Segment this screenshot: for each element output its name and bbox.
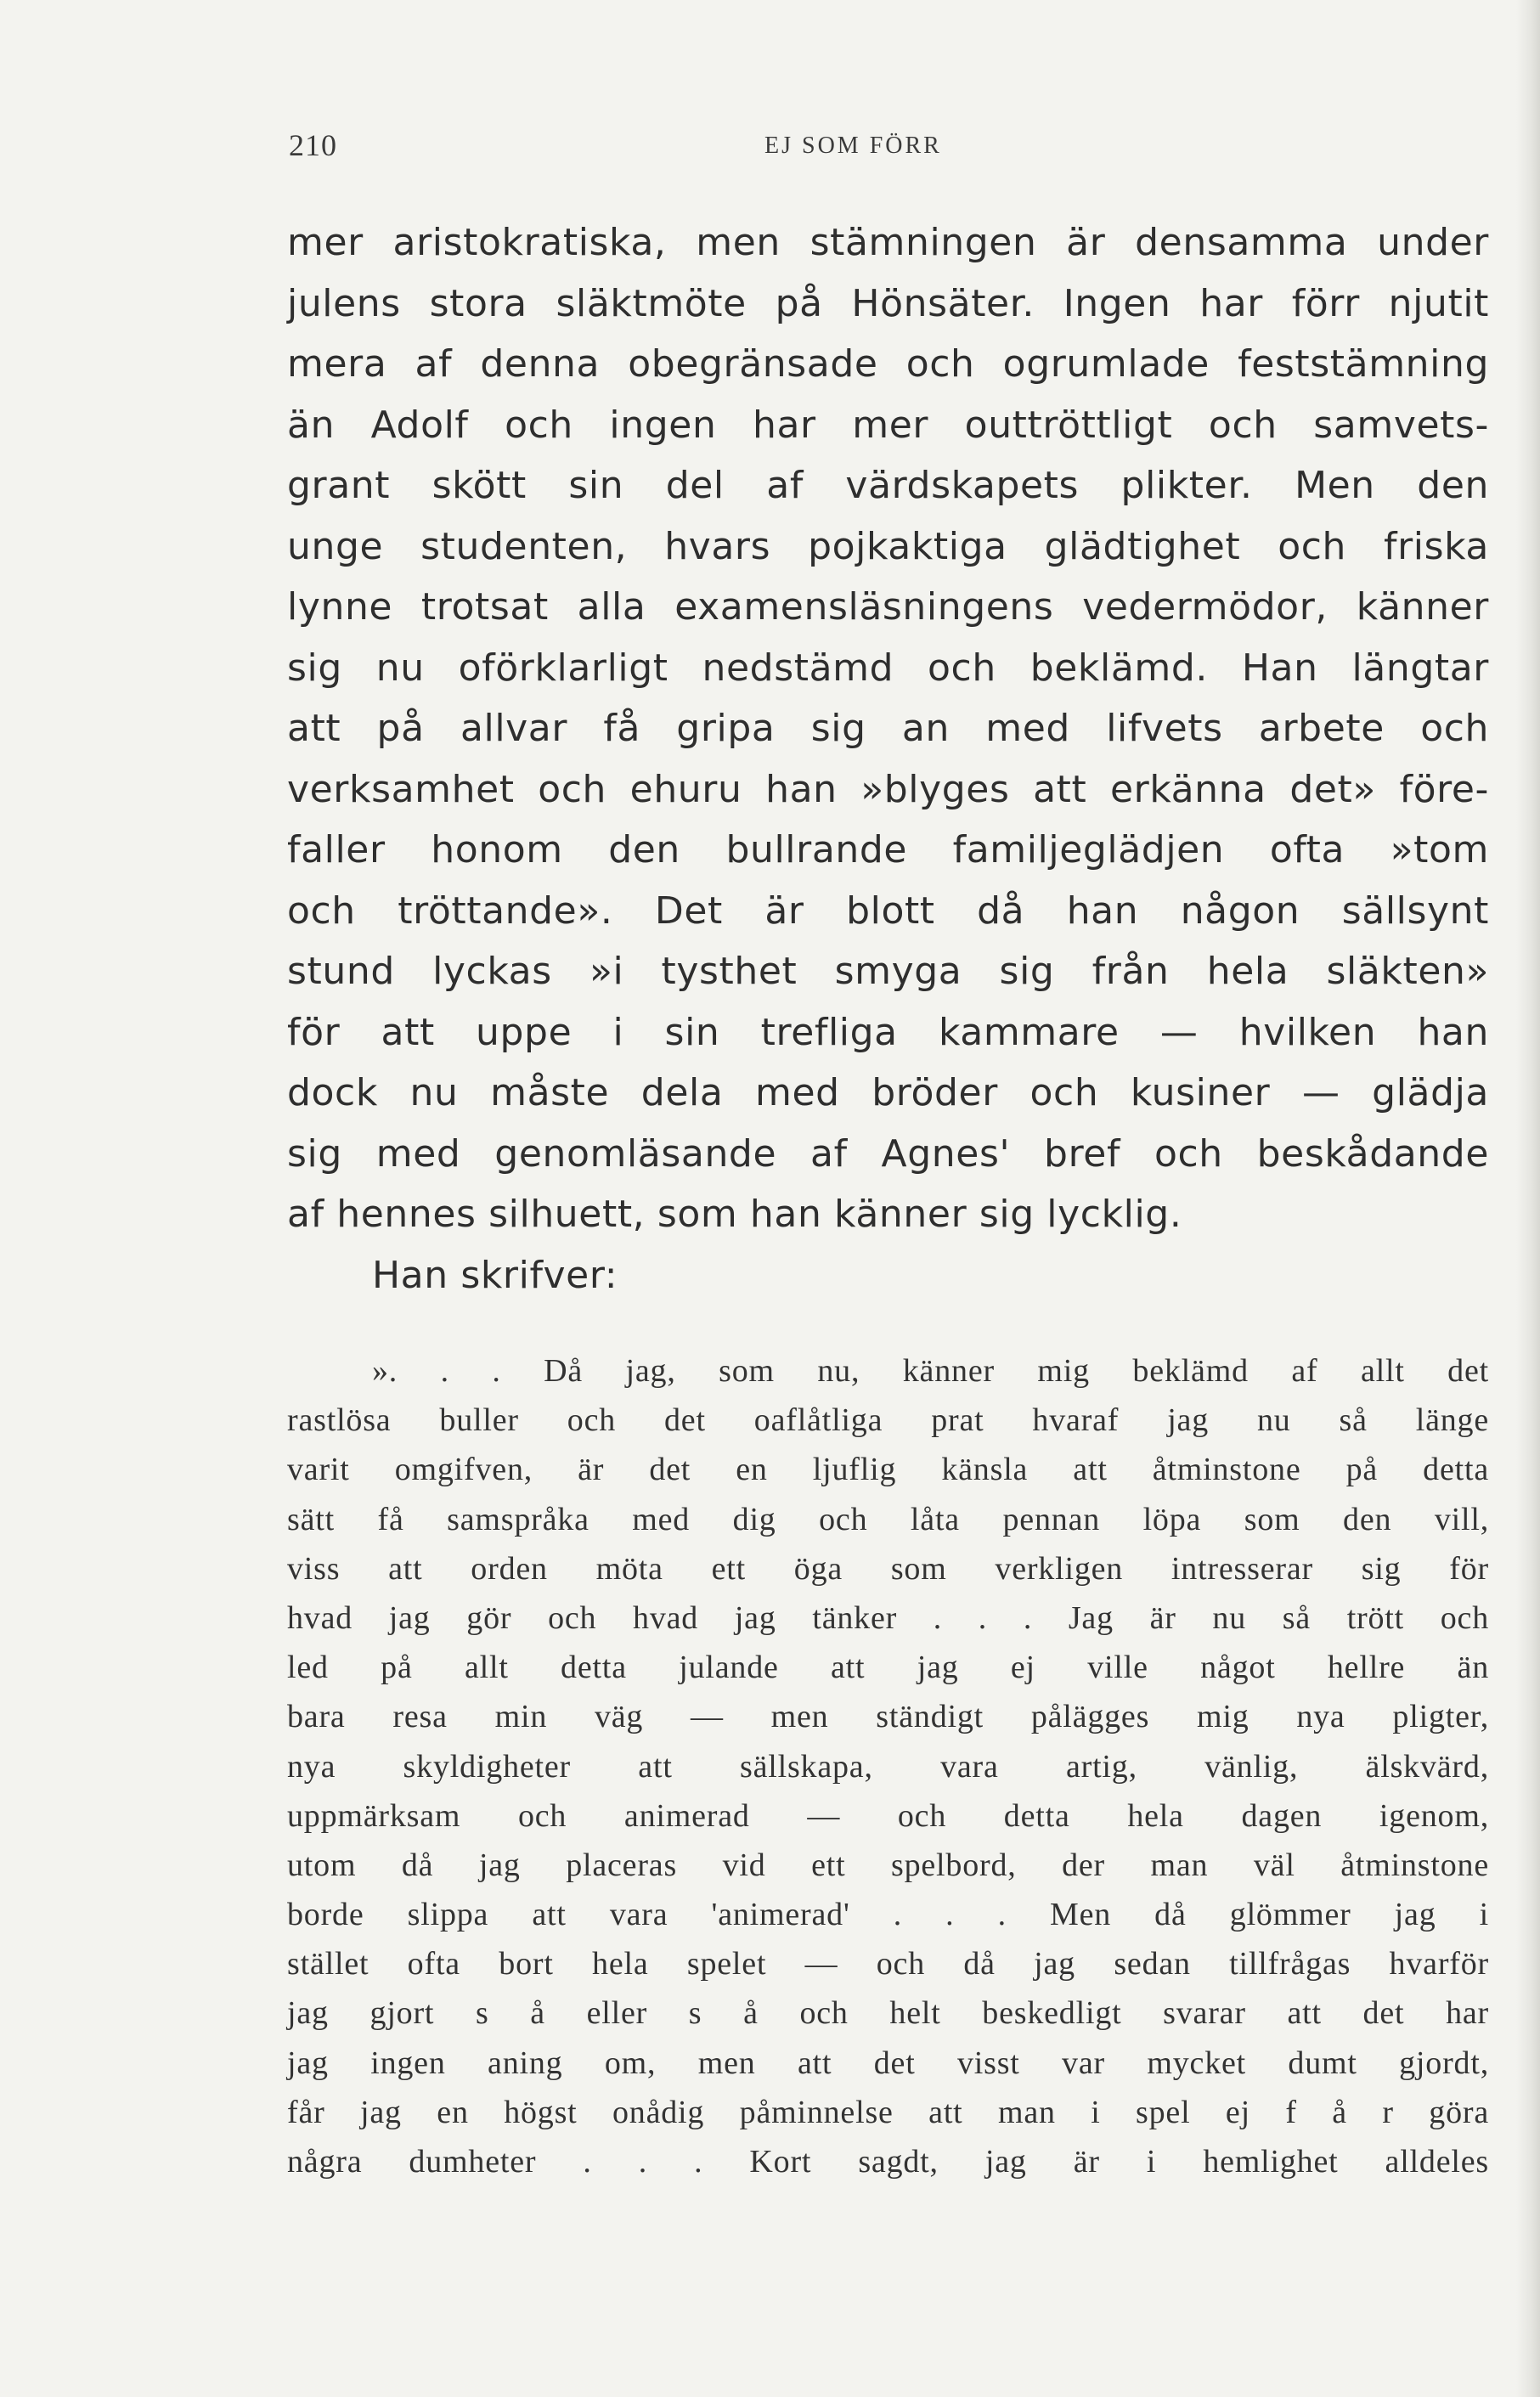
letter-line: sätt få samspråka med dig och låta pennan löpa som den vill,	[287, 1501, 1489, 1537]
text-line: mera af denna obegränsade och ogrumlade feststämning	[287, 342, 1489, 386]
letter-line: ». . . Då jag, som nu, känner mig beklämd af allt det	[372, 1353, 1489, 1389]
page-header	[289, 127, 1495, 178]
text-line: af hennes silhuett, som han känner sig lycklig.	[287, 1193, 1182, 1236]
text-line: mer aristokratiska, men stämningen är densamma under	[287, 221, 1489, 264]
letter-line: några dumheter . . . Kort sagdt, jag är i hemlighet alldeles	[287, 2144, 1489, 2180]
letter-line: uppmärksam och animerad — och detta hela dagen igenom,	[287, 1797, 1489, 1834]
letter-line: nya skyldigheter att sällskapa, vara artig, vänlig, älskvärd,	[287, 1748, 1489, 1785]
text-line: julens stora släktmöte på Hönsäter. Ingen har förr njutit	[287, 281, 1489, 325]
letter-line: varit omgifven, är det en ljuflig känsla att åtminstone på detta	[287, 1452, 1489, 1488]
letter-line: får jag en högst onådig påminnelse att man i spel ej f å r göra	[287, 2094, 1489, 2130]
main-paragraph	[287, 212, 1489, 1306]
text-line: verksamhet och ehuru han »blyges att erkänna det» före-	[287, 767, 1489, 811]
text-line: och tröttande». Det är blott då han någon sällsynt	[287, 888, 1489, 933]
letter-line: hvad jag gör och hvad jag tänker . . . Jag är nu så trött och	[287, 1599, 1489, 1636]
text-line: dock nu måste dela med bröder och kusiner — glädja	[287, 1071, 1489, 1114]
running-title: EJ SOM FÖRR	[764, 133, 942, 159]
letter-line: led på allt detta julande att jag ej ville något hellre än	[287, 1650, 1489, 1686]
letter-line: rastlösa buller och det oaflåtliga prat hvaraf jag nu så länge	[287, 1402, 1489, 1439]
text-line: för att uppe i sin trefliga kammare — hvilken han	[287, 1010, 1489, 1054]
text-line: unge studenten, hvars pojkaktiga glädtighet och friska	[287, 524, 1489, 568]
letter-line: utom då jag placeras vid ett spelbord, der man väl åtminstone	[287, 1847, 1489, 1883]
letter-line: stället ofta bort hela spelet — och då jag sedan tillfrågas hvarför	[287, 1946, 1489, 1982]
text-line: än Adolf och ingen har mer outtröttligt och samvets-	[287, 403, 1489, 447]
page-edge-shadow	[1516, 0, 1540, 2397]
text-line: grant skött sin del af värdskapets plikter. Men den	[287, 464, 1489, 507]
letter-line: jag gjort s å eller s å och helt beskedligt svarar att det har	[287, 1995, 1489, 2032]
text-line: sig nu oförklarligt nedstämd och beklämd. Han längtar	[287, 646, 1489, 690]
letter-quotation	[287, 1346, 1489, 2186]
text-line: faller honom den bullrande familjeglädjen ofta »tom	[287, 828, 1489, 871]
text-line: stund lyckas »i tysthet smyga sig från hela släkten»	[287, 950, 1489, 993]
text-line: att på allvar få gripa sig an med lifvets arbete och	[287, 707, 1489, 750]
letter-line: jag ingen aning om, men att det visst var mycket dumt gjordt,	[287, 2044, 1489, 2081]
text-line: sig med genomläsande af Agnes' bref och beskådande	[287, 1131, 1489, 1176]
letter-line: borde slippa att vara 'animerad' . . . Men då glömmer jag i	[287, 1897, 1489, 1933]
text-line: Han skrifver:	[372, 1253, 618, 1297]
letter-line: bara resa min väg — men ständigt pålägges mig nya pligter,	[287, 1699, 1489, 1735]
letter-line: viss att orden möta ett öga som verkligen intresserar sig för	[287, 1550, 1489, 1587]
page-number: 210	[289, 128, 337, 162]
text-line: lynne trotsat alla examensläsningens vedermödor, känner	[287, 585, 1489, 629]
